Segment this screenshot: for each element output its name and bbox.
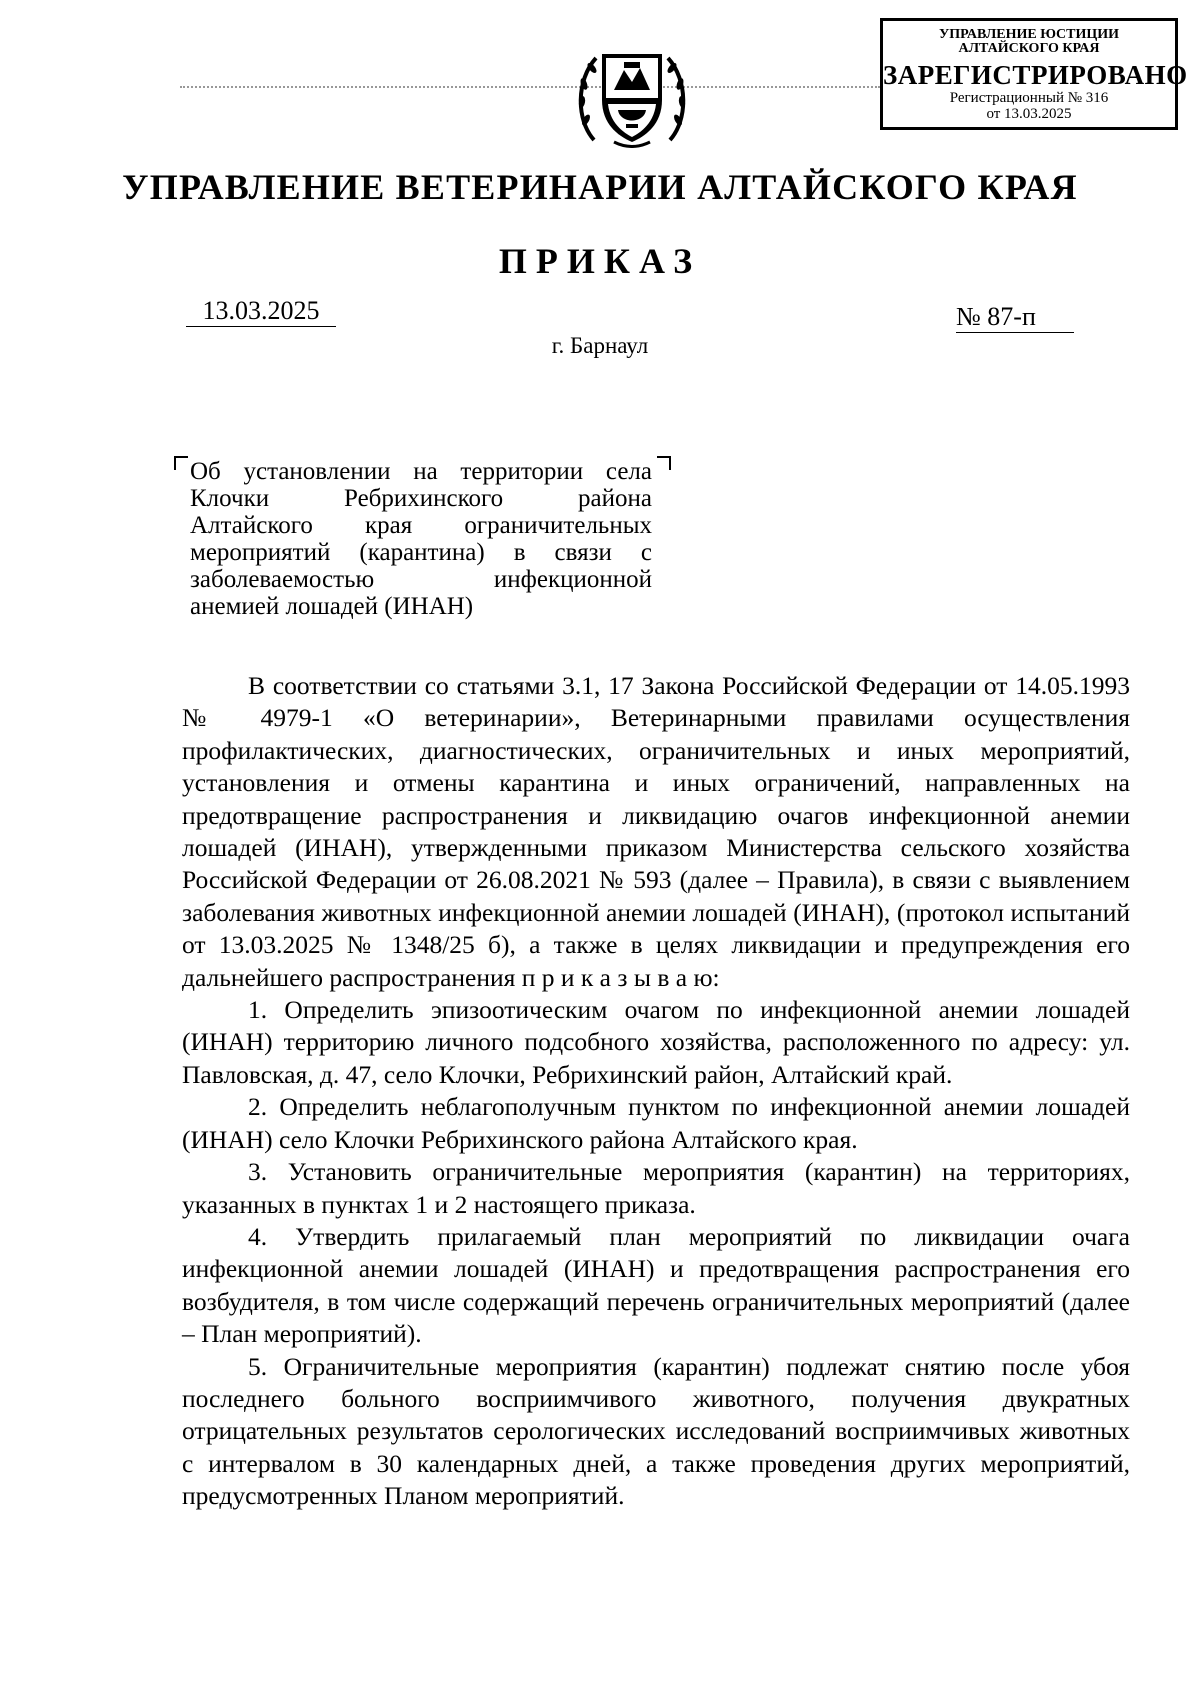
subject-line: Алтайского края ограничительных bbox=[190, 512, 652, 539]
subject-line: Об установлении на территории села bbox=[190, 458, 652, 485]
stamp-line2: АЛТАЙСКОГО КРАЯ bbox=[958, 41, 1100, 56]
subject-line: заболеваемостью инфекционной bbox=[190, 566, 652, 593]
preamble-paragraph: В соответствии со статьями 3.1, 17 Закона Российской Федерации от 14.05.1993 № 4979-1 «О ветеринарии», Ветеринарными правилами осуществления профилактических, диагностических, ограничительных и иных мероприятий, установления и отмены карантина и иных ограничений, направленных на предотвращение распространения и ликвидацию очагов инфекционной анемии лошадей (ИНАН), утвержденными приказом Министерства сельского хозяйства Российской Федерации от 26.08.2021 № 593 (далее – Правила), в связи с выявлением заболевания животных инфекционной анемии лошадей (ИНАН), (протокол испытаний от 13.03.2025 № 1348/25 б), а также в целях ликвидации и предупреждения его дальнейшего распространения п р и к а з ы в а ю: bbox=[182, 671, 1130, 992]
order-body bbox=[182, 670, 1130, 1513]
order-number: № 87-п bbox=[956, 302, 1074, 333]
order-item-2: 2. Определить неблагополучным пунктом по инфекционной анемии лошадей (ИНАН) село Клочки Ребрихинского района Алтайского края. bbox=[182, 1092, 1130, 1154]
order-item-5: 5. Ограничительные мероприятия (карантин) подлежат снятию после убоя последнего больного восприимчивого животного, получения двукратных отрицательных результатов серологических исследований восприимчивых животных с интервалом в 30 календарных дней, а также проведения других мероприятий, предусмотренных Планом мероприятий. bbox=[182, 1351, 1130, 1511]
subject-line: мероприятий (карантина) в связи с bbox=[190, 539, 652, 566]
order-item-1: 1. Определить эпизоотическим очагом по инфекционной анемии лошадей (ИНАН) территорию личного подсобного хозяйства, расположенного по адресу: ул. Павловская, д. 47, село Клочки, Ребрихинский район, Алтайский край. bbox=[182, 995, 1130, 1089]
order-city: г. Барнаул bbox=[551, 333, 649, 358]
document-type: ПРИКАЗ bbox=[498, 241, 702, 281]
stamp-line1: УПРАВЛЕНИЕ ЮСТИЦИИ bbox=[939, 27, 1119, 42]
subject-line: анемией лошадей (ИНАН) bbox=[190, 593, 474, 620]
subject-line: Клочки Ребрихинского района bbox=[190, 485, 652, 512]
stamp-registered: ЗАРЕГИСТРИРОВАНО bbox=[883, 60, 1188, 90]
order-item-4: 4. Утвердить прилагаемый план мероприятий по ликвидации очага инфекционной анемии лошадей (ИНАН) и предотвращения распространения его возбудителя, в том числе содержащий перечень ограничительных мероприятий (далее – План мероприятий). bbox=[182, 1221, 1130, 1349]
order-subject bbox=[190, 458, 652, 620]
order-item-3: 3. Установить ограничительные мероприятия (карантин) на территориях, указанных в пунктах 1 и 2 настоящего приказа. bbox=[182, 1157, 1130, 1219]
organization-title: УПРАВЛЕНИЕ ВЕТЕРИНАРИИ АЛТАЙСКОГО КРАЯ bbox=[122, 167, 1078, 207]
order-date: 13.03.2025 bbox=[186, 296, 336, 327]
subject-bracket-right bbox=[657, 456, 671, 470]
coat-of-arms-icon bbox=[574, 40, 690, 148]
stamp-reg-number: Регистрационный № 316 bbox=[949, 90, 1109, 106]
scan-noise bbox=[180, 86, 880, 92]
registration-stamp bbox=[880, 18, 1188, 130]
subject-bracket-left bbox=[174, 456, 188, 470]
stamp-reg-date: от 13.03.2025 bbox=[986, 106, 1072, 122]
